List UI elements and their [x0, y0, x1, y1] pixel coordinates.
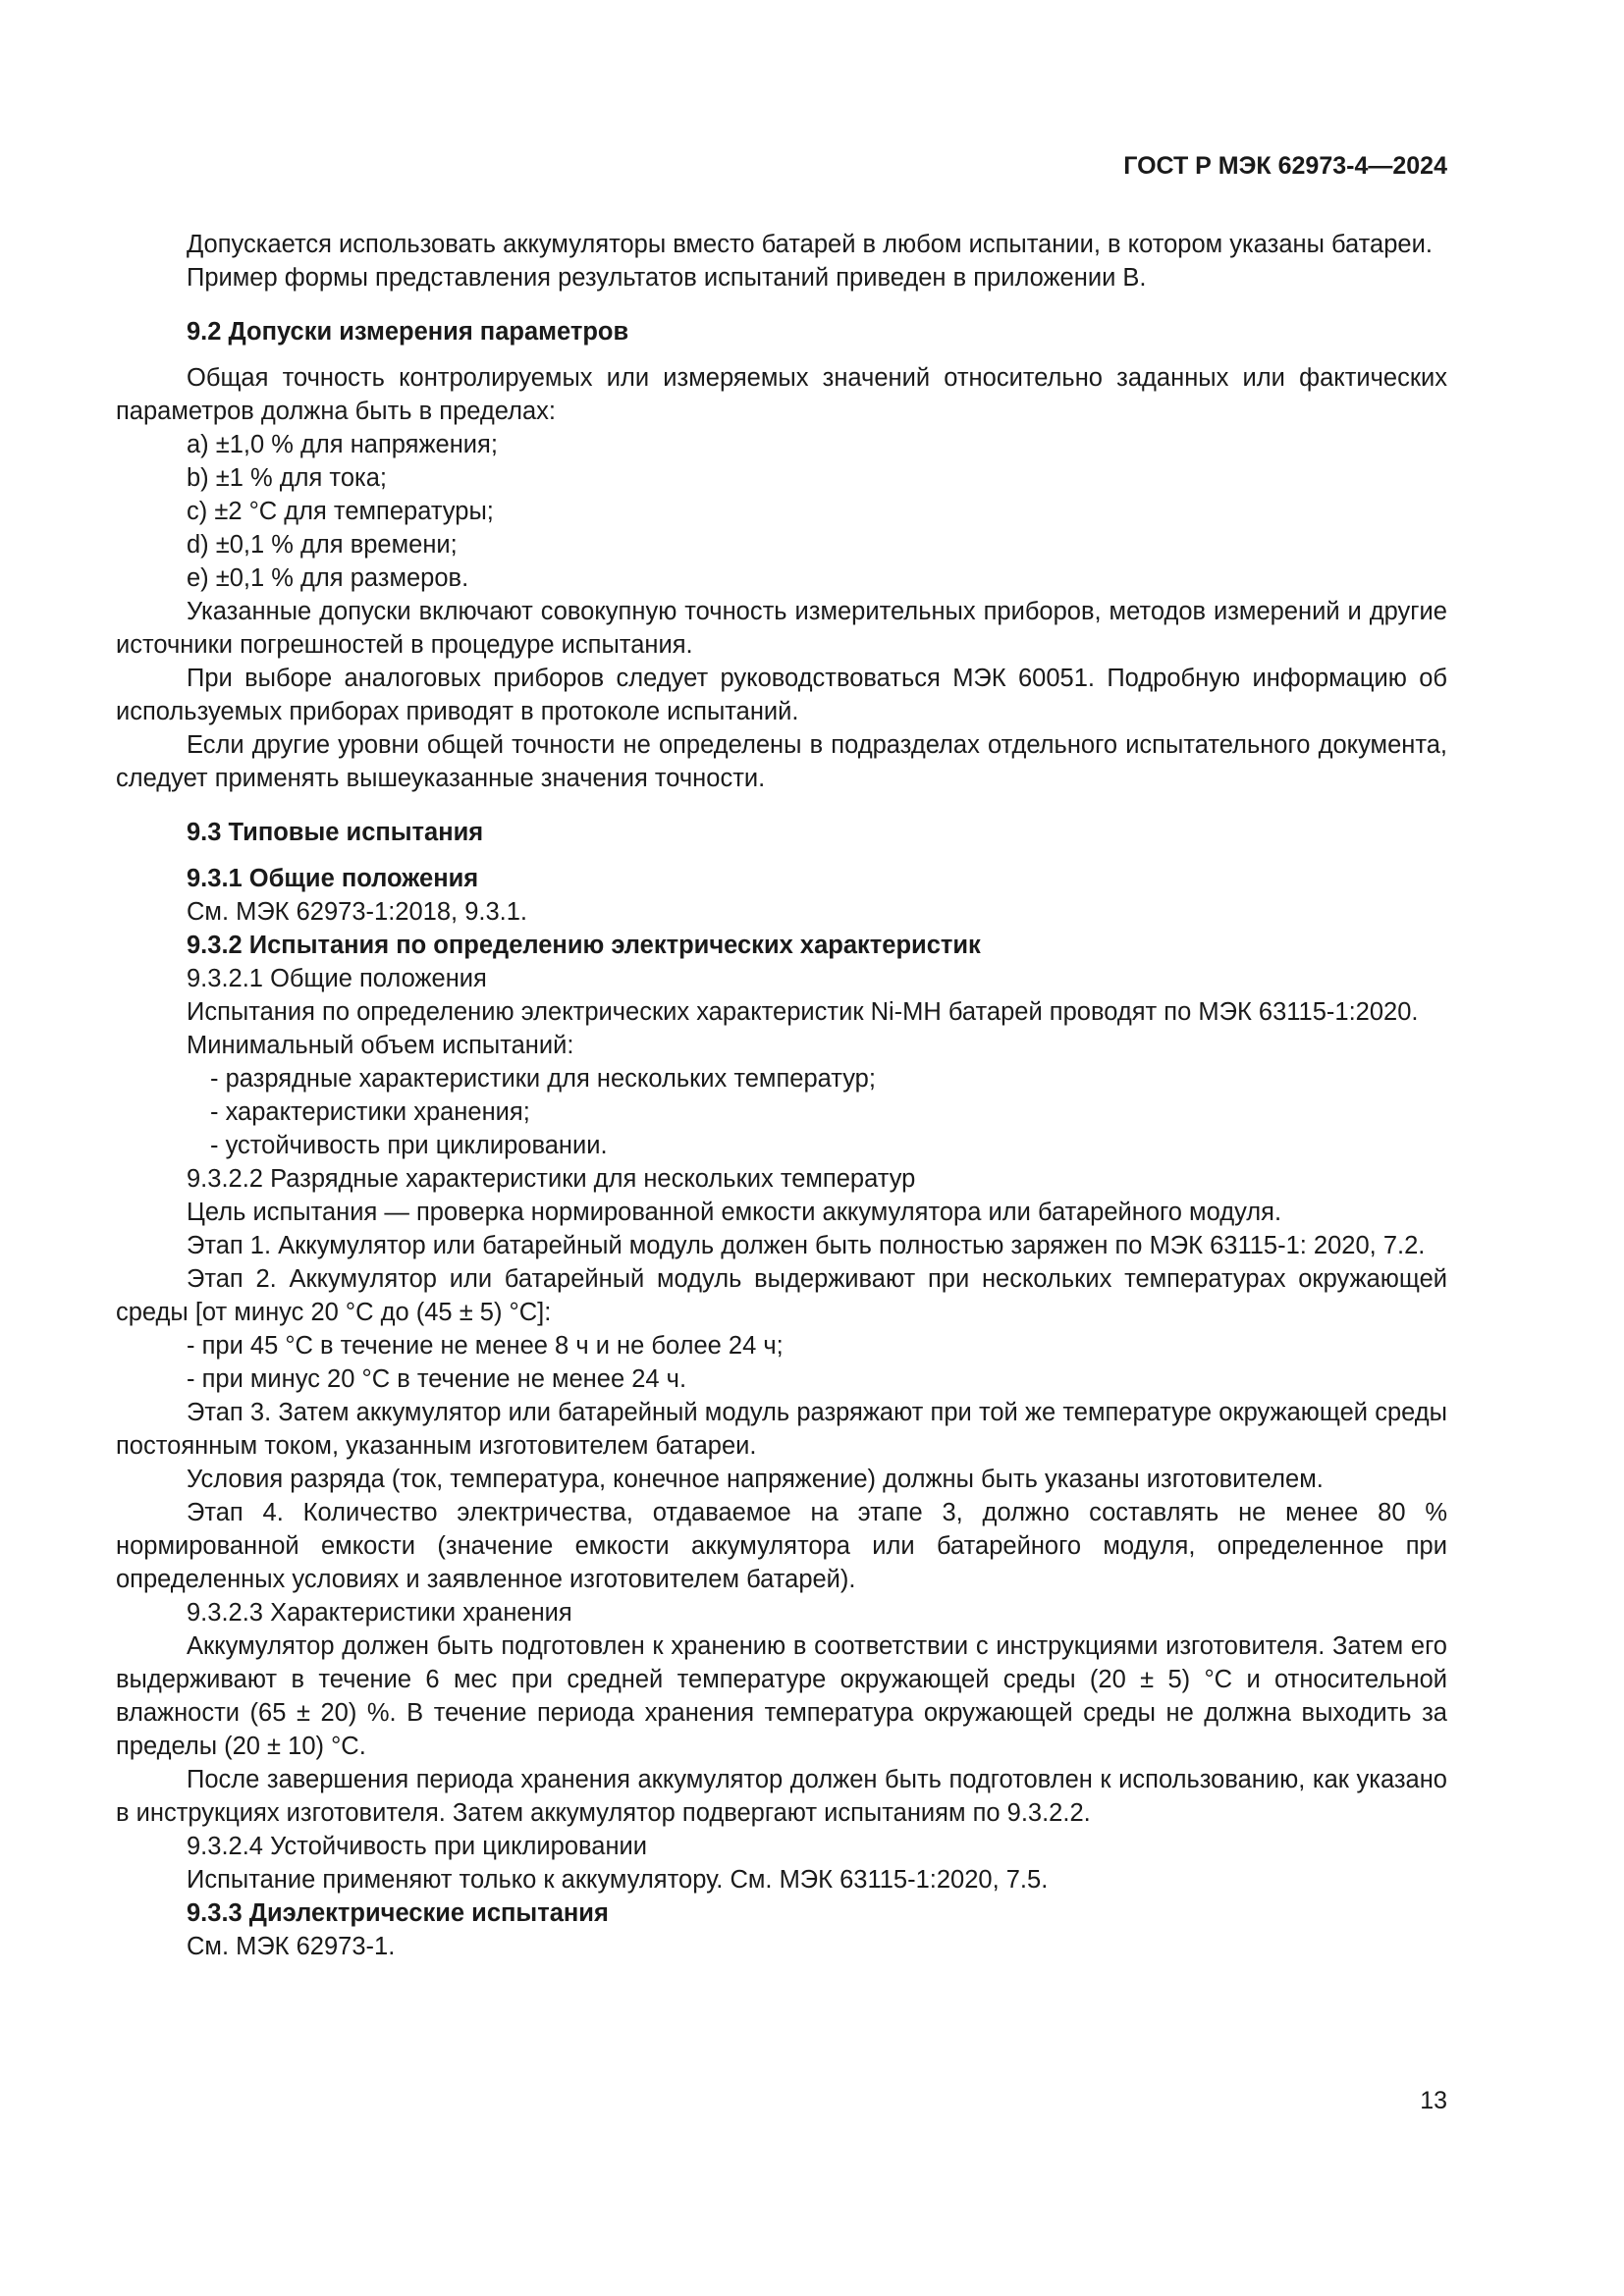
paragraph: Этап 1. Аккумулятор или батарейный модуль должен быть полностью заряжен по МЭК 63115-1: 2020, 7.2.	[187, 1232, 1426, 1259]
clause-heading-9-3-2-1: 9.3.2.1 Общие положения	[187, 965, 487, 992]
paragraph: Аккумулятор должен быть подготовлен к хранению в соответствии с инструкциями изготовителя. Затем его выдерживают в течение 6 мес при средней температуре окружающей среды (20 ± 5) °С и относительной влажности (65 ± 20) %. В течение периода хранения температура окружающей среды не должна выходить за пределы (20 ± 10) °С.	[116, 1632, 1447, 1760]
paragraph: После завершения периода хранения аккумулятор должен быть подготовлен к использованию, как указано в инструкциях изготовителя. Затем аккумулятор подвергают испытаниям по 9.3.2.2.	[116, 1766, 1447, 1827]
subsection-heading-9-3-2: 9.3.2 Испытания по определению электрических характеристик	[187, 932, 981, 959]
list-item: - при 45 °С в течение не менее 8 ч и не более 24 ч;	[187, 1332, 784, 1360]
paragraph: Этап 3. Затем аккумулятор или батарейный модуль разряжают при той же температуре окружающей среды постоянным током, указанным изготовителем батареи.	[116, 1399, 1447, 1460]
section-heading-9-2: 9.2 Допуски измерения параметров	[187, 318, 629, 346]
paragraph: Общая точность контролируемых или измеряемых значений относительно заданных или фактических параметров должна быть в пределах:	[116, 364, 1447, 425]
paragraph: Если другие уровни общей точности не определены в подразделах отдельного испытательного документа, следует применять вышеуказанные значения точности.	[116, 731, 1447, 792]
subsection-heading-9-3-3: 9.3.3 Диэлектрические испытания	[187, 1899, 609, 1927]
list-item: - разрядные характеристики для нескольких температур;	[210, 1065, 876, 1093]
list-item: e) ±0,1 % для размеров.	[187, 564, 469, 592]
clause-heading-9-3-2-2: 9.3.2.2 Разрядные характеристики для нескольких температур	[187, 1165, 916, 1193]
list-item: c) ±2 °С для температуры;	[187, 498, 494, 525]
paragraph: Пример формы представления результатов испытаний приведен в приложении В.	[187, 264, 1147, 292]
paragraph: Минимальный объем испытаний:	[187, 1032, 574, 1059]
list-item: - при минус 20 °С в течение не менее 24 ч.	[187, 1365, 687, 1393]
paragraph: При выборе аналоговых приборов следует руководствоваться МЭК 60051. Подробную информацию об используемых приборах приводят в протоколе испытаний.	[116, 665, 1447, 725]
clause-heading-9-3-2-3: 9.3.2.3 Характеристики хранения	[187, 1599, 572, 1627]
paragraph: Цель испытания — проверка нормированной емкости аккумулятора или батарейного модуля.	[187, 1199, 1282, 1226]
clause-heading-9-3-2-4: 9.3.2.4 Устойчивость при циклировании	[187, 1833, 648, 1860]
paragraph: Испытания по определению электрических характеристик Ni-MH батарей проводят по МЭК 63115-1:2020.	[187, 998, 1419, 1026]
document-header-id: ГОСТ Р МЭК 62973-4—2024	[1123, 152, 1447, 180]
list-item: a) ±1,0 % для напряжения;	[187, 431, 498, 458]
paragraph: Указанные допуски включают совокупную точность измерительных приборов, методов измерений и другие источники погрешностей в процедуре испытания.	[116, 598, 1447, 659]
paragraph: Испытание применяют только к аккумулятору. См. МЭК 63115-1:2020, 7.5.	[187, 1866, 1049, 1894]
paragraph: См. МЭК 62973-1.	[187, 1933, 396, 1960]
page-number: 13	[1420, 2087, 1447, 2114]
subsection-heading-9-3-1: 9.3.1 Общие положения	[187, 865, 479, 892]
paragraph: Этап 2. Аккумулятор или батарейный модуль выдерживают при нескольких температурах окружающей среды [от минус 20 °С до (45 ± 5) °С]:	[116, 1265, 1447, 1326]
list-item: d) ±0,1 % для времени;	[187, 531, 458, 559]
list-item: - характеристики хранения;	[210, 1098, 530, 1126]
section-heading-9-3: 9.3 Типовые испытания	[187, 819, 484, 846]
paragraph: Условия разряда (ток, температура, конечное напряжение) должны быть указаны изготовителем.	[187, 1466, 1324, 1493]
paragraph: См. МЭК 62973-1:2018, 9.3.1.	[187, 898, 527, 926]
list-item: b) ±1 % для тока;	[187, 464, 387, 492]
paragraph: Этап 4. Количество электричества, отдаваемое на этапе 3, должно составлять не менее 80 % нормированной емкости (значение емкости аккумулятора или батарейного модуля, определенное при определенных условиях и заявленное изготовителем батарей).	[116, 1499, 1447, 1593]
document-body	[116, 228, 1447, 1963]
paragraph: Допускается использовать аккумуляторы вместо батарей в любом испытании, в котором указаны батареи.	[187, 231, 1433, 258]
list-item: - устойчивость при циклировании.	[210, 1132, 608, 1159]
